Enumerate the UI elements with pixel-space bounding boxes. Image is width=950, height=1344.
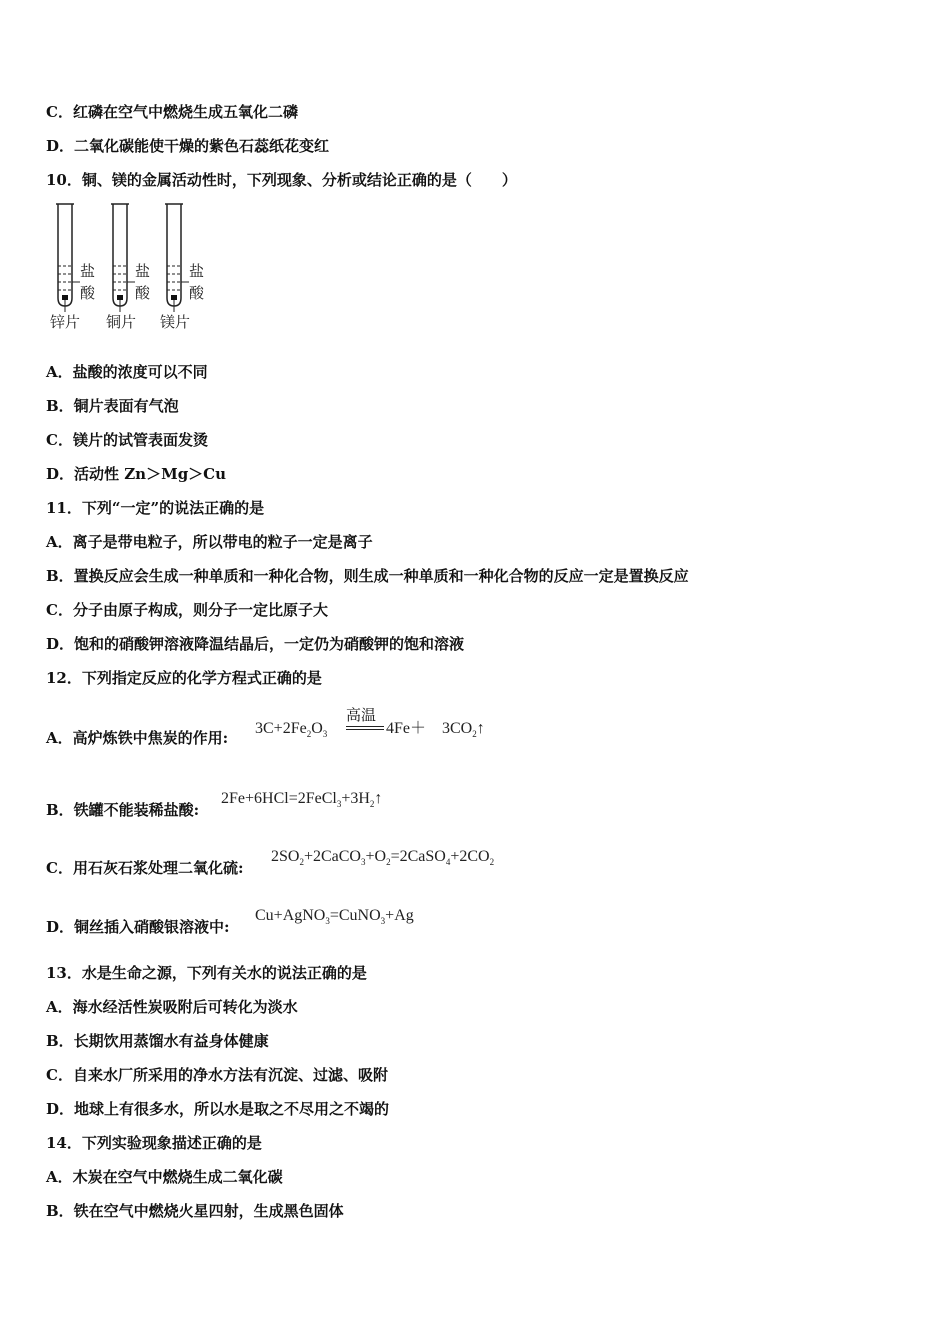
q9-option-d: D．二氧化碳能使干燥的紫色石蕊纸花变红 xyxy=(46,137,330,155)
q11-stem: 11．下列“一定”的说法正确的是 xyxy=(46,499,265,517)
zinc-label: 锌片 xyxy=(50,313,81,331)
test-tube-figure xyxy=(50,200,220,335)
q12-equation-b: $2Fe+6HCl=2FeCl_3+3H_2↑$ xyxy=(221,790,383,809)
q10-option-d: D．活动性 Zn＞Mg＞Cu xyxy=(46,465,227,483)
q13-option-c: C．自来水厂所采用的净水方法有沉淀、过滤、吸附 xyxy=(46,1066,388,1084)
q10-option-a: A．盐酸的浓度可以不同 xyxy=(46,363,208,381)
equation-line-top xyxy=(346,726,384,727)
acid-label-3-bottom: 酸 xyxy=(189,284,205,302)
q12-equation-d: Cu+AgNO$_3$=CuNO$_3$+Ag xyxy=(255,907,414,926)
q12-option-d-label: D．铜丝插入硝酸银溶液中: xyxy=(46,918,230,936)
reaction-condition: 高温 xyxy=(346,708,377,724)
q10-option-c: C．镁片的试管表面发烫 xyxy=(46,431,208,449)
q10-stem: 10．铜、镁的金属活动性时，下列现象、分析或结论正确的是（ ） xyxy=(46,171,517,189)
q13-option-d: D．地球上有很多水，所以水是取之不尽用之不竭的 xyxy=(46,1100,390,1118)
q14-stem: 14．下列实验现象描述正确的是 xyxy=(46,1134,262,1152)
acid-label-2-top: 盐 xyxy=(135,262,151,280)
acid-label-3-top: 盐 xyxy=(189,262,205,280)
magnesium-label: 镁片 xyxy=(160,313,191,331)
q12-option-b-label: B．铁罐不能装稀盐酸: xyxy=(46,801,200,819)
q11-option-b: B．置换反应会生成一种单质和一种化合物，则生成一种单质和一种化合物的反应一定是置换反应 xyxy=(46,567,689,585)
q11-option-c: C．分子由原子构成，则分子一定比原子大 xyxy=(46,601,328,619)
acid-label-1-top: 盐 xyxy=(80,262,96,280)
q12-equation-a-products: 4Fe＋ $3CO_2↑$ xyxy=(386,720,485,739)
acid-label-2-bottom: 酸 xyxy=(135,284,151,302)
test-tube-copper xyxy=(111,204,135,312)
q12-option-a-label: A．高炉炼铁中焦炭的作用: xyxy=(46,729,229,747)
test-tube-zinc xyxy=(56,204,80,312)
q13-option-a: A．海水经活性炭吸附后可转化为淡水 xyxy=(46,998,298,1016)
q10-option-b: B．铜片表面有气泡 xyxy=(46,397,179,415)
q13-option-b: B．长期饮用蒸馏水有益身体健康 xyxy=(46,1032,269,1050)
copper-label: 铜片 xyxy=(106,313,137,331)
q11-option-d: D．饱和的硝酸钾溶液降温结晶后，一定仍为硝酸钾的饱和溶液 xyxy=(46,635,465,653)
acid-label-1-bottom: 酸 xyxy=(80,284,96,302)
q12-option-c-label: C．用石灰石浆处理二氧化硫: xyxy=(46,859,244,877)
q9-option-c: C．红磷在空气中燃烧生成五氧化二磷 xyxy=(46,103,298,121)
q13-stem: 13．水是生命之源，下列有关水的说法正确的是 xyxy=(46,964,367,982)
q12-equation-a: $3C+2Fe_2O_3$ xyxy=(255,720,328,739)
q11-option-a: A．离子是带电粒子，所以带电的粒子一定是离子 xyxy=(46,533,373,551)
q14-option-a: A．木炭在空气中燃烧生成二氧化碳 xyxy=(46,1168,283,1186)
q12-stem: 12．下列指定反应的化学方程式正确的是 xyxy=(46,669,322,687)
test-tube-magnesium xyxy=(165,204,189,312)
equation-line-bottom xyxy=(346,729,384,730)
q14-option-b: B．铁在空气中燃烧火星四射，生成黑色固体 xyxy=(46,1202,344,1220)
q12-equation-c: $2SO_2+2CaCO_3+O_2=2CaSO_4+2CO_2$ xyxy=(271,848,495,867)
